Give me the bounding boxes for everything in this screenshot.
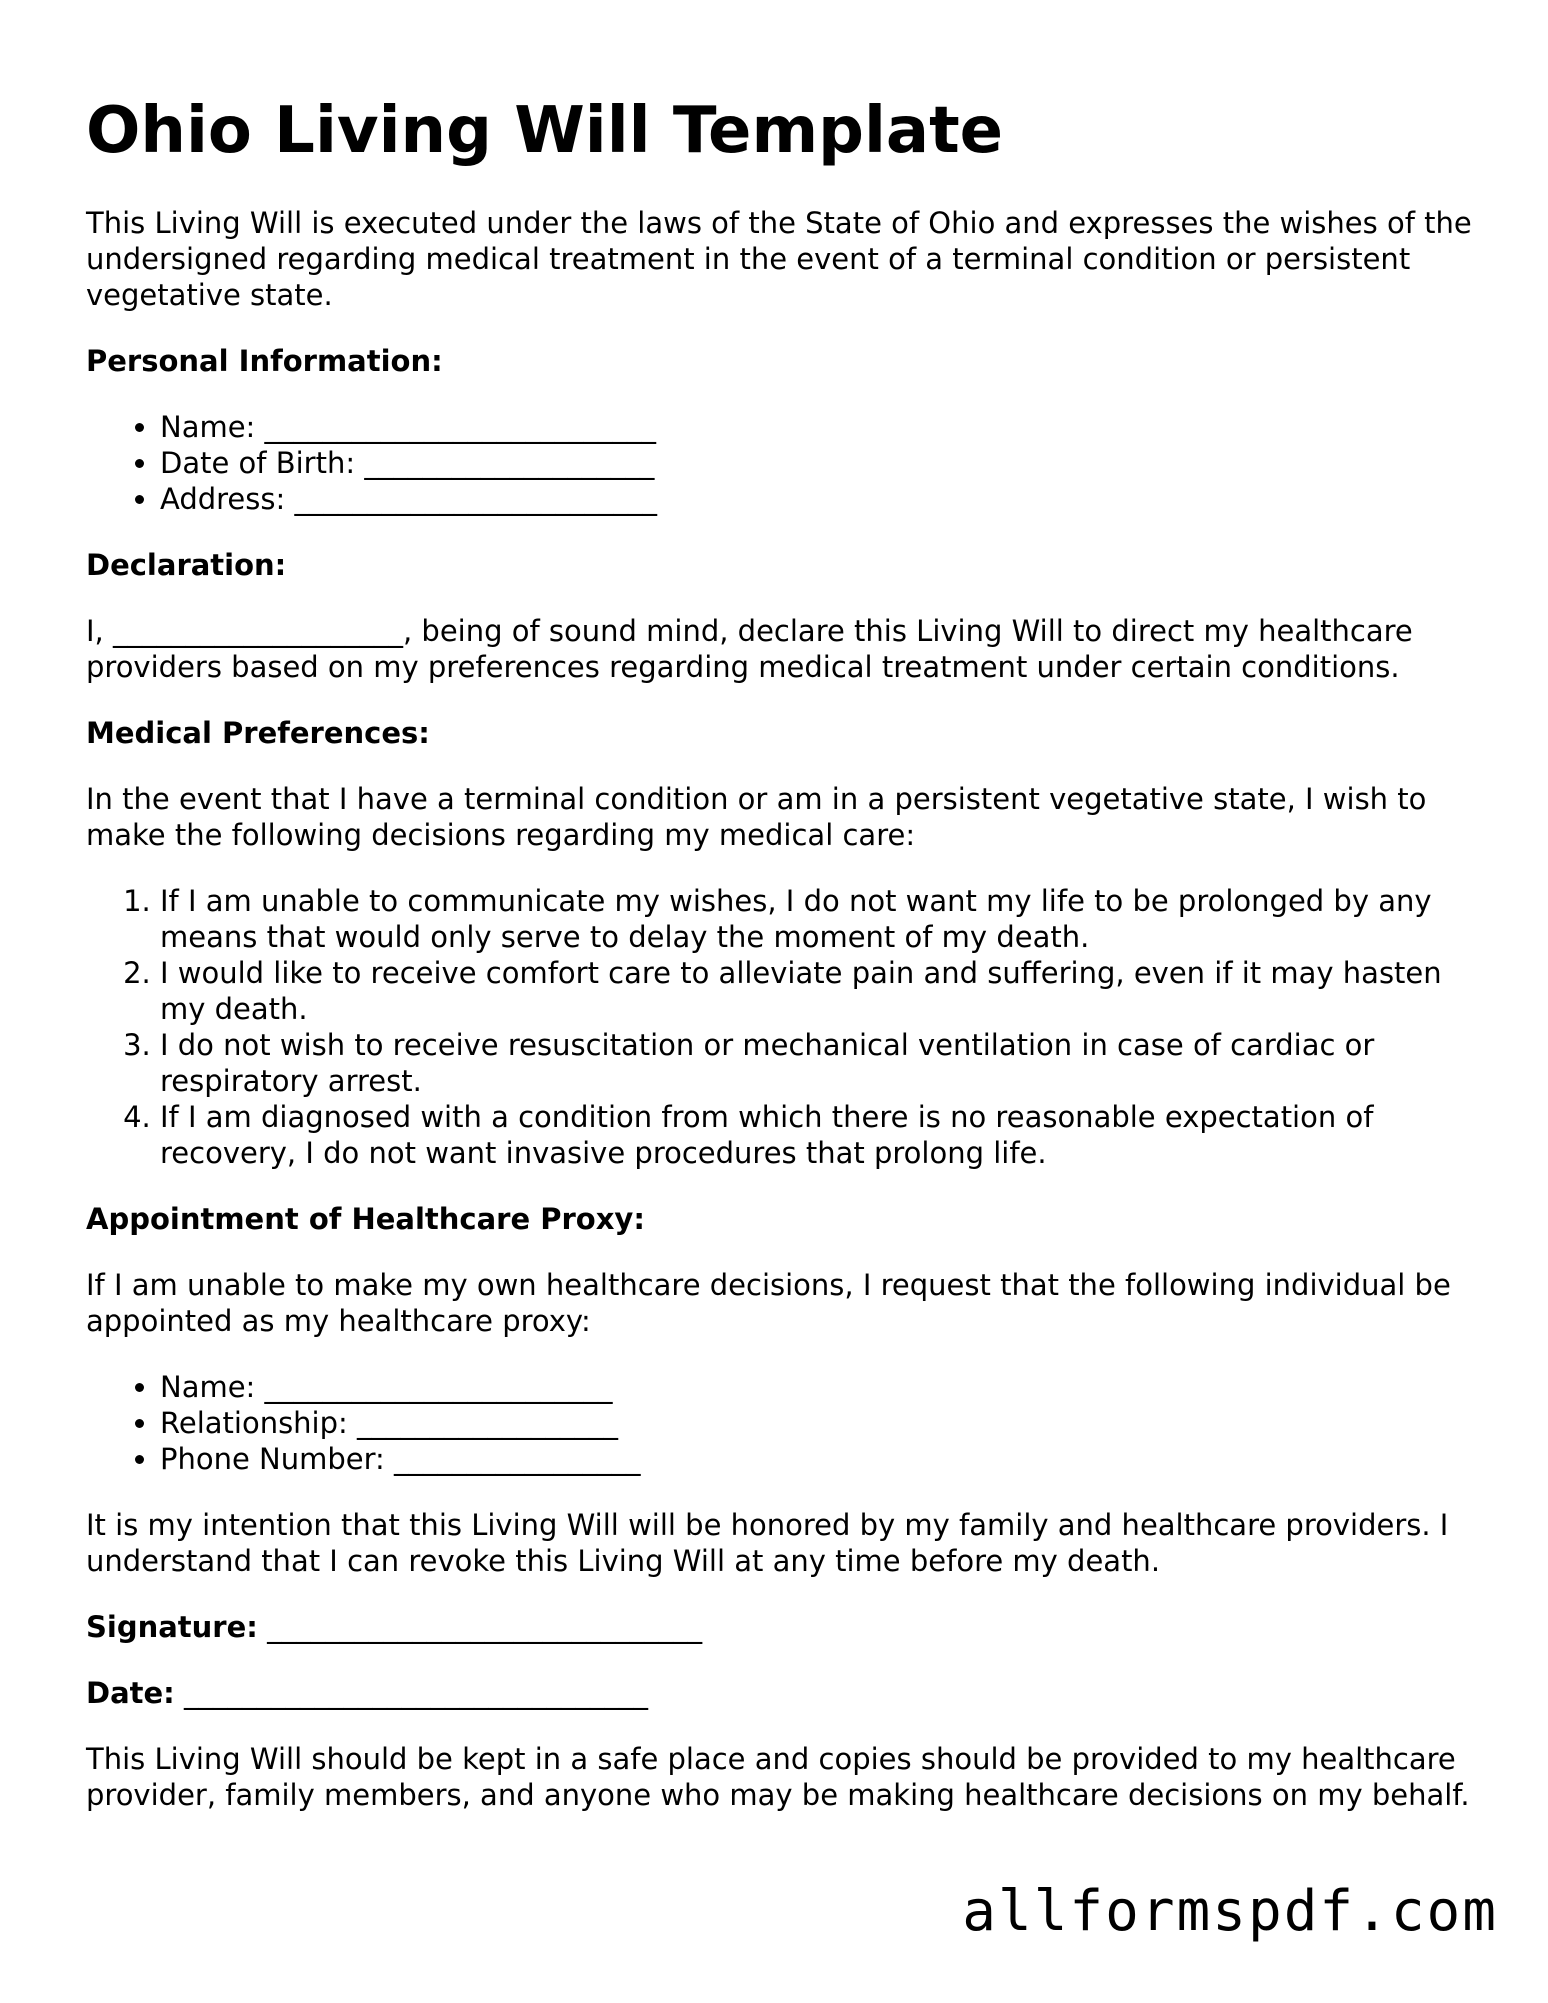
closing-paragraph: This Living Will should be kept in a safe place and copies should be provided to my healthcare provider, family members, and anyone who may be making healthcare decisions on my behalf.	[86, 1741, 1470, 1812]
proxy-list	[86, 1369, 1476, 1477]
signature-field	[86, 1609, 1476, 1645]
personal-info-list	[86, 409, 1476, 517]
preference-item: 2. I would like to receive comfort care to alleviate pain and suffering, even if it may hasten my death.	[160, 955, 1476, 1027]
signature-label: Signature:	[86, 1609, 258, 1644]
proxy-name-field: • Name: ________________________	[160, 1369, 1476, 1405]
personal-dob-field: • Date of Birth: ____________________	[160, 445, 1476, 481]
preference-item: 4. If I am diagnosed with a condition from which there is no reasonable expectation of recovery, I do not want invasive procedures that prolong life.	[160, 1099, 1476, 1171]
medical-preferences-heading: Medical Preferences:	[86, 715, 430, 750]
proxy-heading: Appointment of Healthcare Proxy:	[86, 1201, 645, 1236]
date-line: ________________________________	[174, 1675, 648, 1710]
intro-paragraph: This Living Will is executed under the laws of the State of Ohio and expresses the wishes of the undersigned regarding medical treatment in the event of a terminal condition or persistent vegetative state.	[86, 205, 1472, 312]
personal-address-field: • Address: _________________________	[160, 481, 1476, 517]
proxy-phone-field: • Phone Number: _________________	[160, 1441, 1476, 1477]
proxy-relationship-field: • Relationship: __________________	[160, 1405, 1476, 1441]
document-page	[86, 95, 1476, 1843]
medical-preferences-intro: In the event that I have a terminal condition or am in a persistent vegetative state, I wish to make the following decisions regarding my medical care:	[86, 781, 1427, 852]
declaration-heading: Declaration:	[86, 547, 287, 582]
declaration-paragraph: I, ____________________, being of sound mind, declare this Living Will to direct my healthcare providers based on my preferences regarding medical treatment under certain conditions.	[86, 613, 1413, 684]
signature-line: ______________________________	[257, 1609, 703, 1644]
personal-info-heading: Personal Information:	[86, 343, 443, 378]
medical-preferences-list	[86, 883, 1476, 1171]
intention-paragraph: It is my intention that this Living Will will be honored by my family and healthcare providers. I understand that I can revoke this Living Will at any time before my death.	[86, 1507, 1449, 1578]
date-label: Date:	[86, 1675, 175, 1710]
preference-item: 1. If I am unable to communicate my wishes, I do not want my life to be prolonged by any means that would only serve to delay the moment of my death.	[160, 883, 1476, 955]
preference-item: 3. I do not wish to receive resuscitation or mechanical ventilation in case of cardiac or respiratory arrest.	[160, 1027, 1476, 1099]
date-field	[86, 1675, 1476, 1711]
watermark: allformspdf.com	[962, 1879, 1498, 1944]
document-title: Ohio Living Will Template	[86, 94, 1004, 168]
personal-name-field: • Name: ___________________________	[160, 409, 1476, 445]
proxy-intro: If I am unable to make my own healthcare decisions, I request that the following individual be appointed as my healthcare proxy:	[86, 1267, 1451, 1338]
